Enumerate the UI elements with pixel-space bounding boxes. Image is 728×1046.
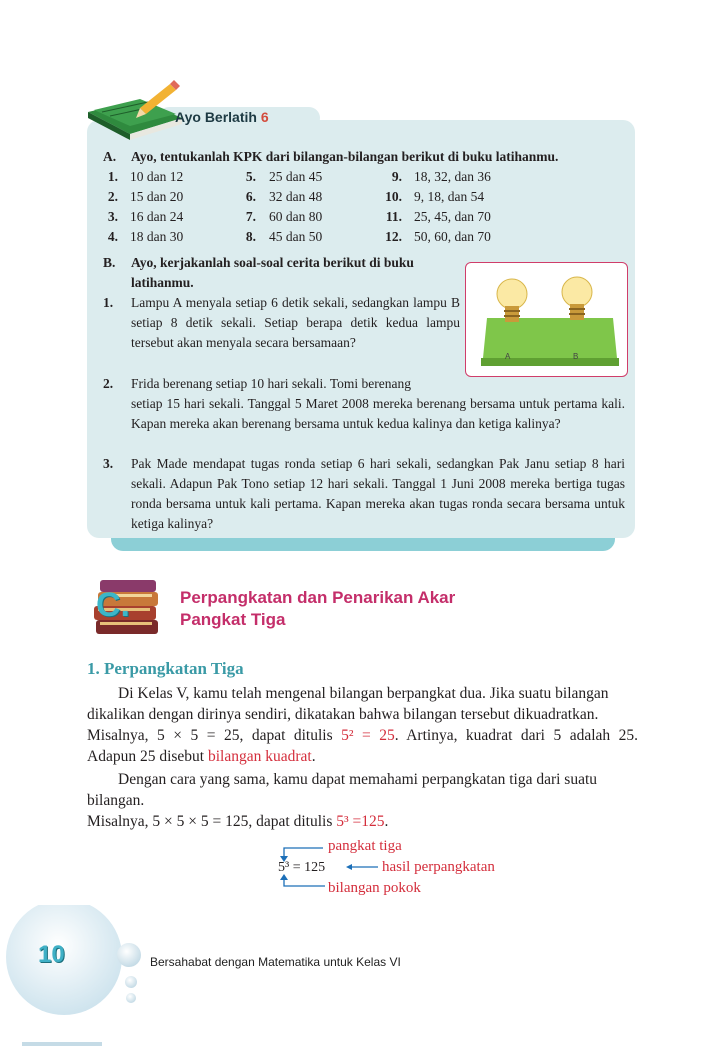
part-a-item-text: 25 dan 45 — [269, 169, 323, 184]
part-a-item-number: 4. — [107, 229, 118, 244]
question-3-text: Pak Made mendapat tugas ronda setiap 6 hari sekali, sedangkan Pak Janu setiap 8 hari sekali. Adapun Pak Tono setiap 12 hari sekali. Tanggal 1 Juni 2008 mereka bertiga tugas ronda bersama untuk kali pertama. Kapan mereka akan tugas ronda secara bersama untuk ketiga kalinya? — [131, 456, 625, 531]
paragraph-1-line4: Adapun 25 disebut bilangan kuadrat. — [87, 748, 316, 765]
page-number: 10 — [38, 941, 65, 968]
section-letter: C. — [96, 586, 130, 624]
part-a-item-number: 3. — [107, 209, 118, 224]
part-a-item-text: 10 dan 12 — [130, 169, 184, 184]
part-a-item-text: 18, 32, dan 36 — [414, 169, 491, 184]
part-a-item-text: 45 dan 50 — [269, 229, 323, 244]
part-a-item-number: 10. — [385, 189, 402, 204]
label-hasil-perpangkatan: hasil perpangkatan — [382, 859, 495, 875]
part-a-item-text: 50, 60, dan 70 — [414, 229, 491, 244]
label-bilangan-pokok: bilangan pokok — [328, 880, 421, 896]
question-1-number: 1. — [103, 295, 114, 310]
part-a-item-number: 8. — [245, 229, 256, 244]
question-2-text: setiap 15 hari sekali. Tanggal 5 Maret 2008 mereka berenang bersama untuk pertama kali. Kapan mereka akan berenang bersama untuk kedua kalinya dan ketiga kalinya? — [131, 396, 625, 431]
part-a-item-number: 12. — [385, 229, 402, 244]
question-2-number: 2. — [103, 376, 114, 391]
label-pangkat-tiga: pangkat tiga — [328, 838, 402, 854]
part-a-item-text: 16 dan 24 — [130, 209, 184, 224]
paragraph-1-line2: dikalikan dengan dirinya sendiri, dikatakan bahwa bilangan tersebut dikuadratkan. — [87, 706, 599, 723]
part-a-item-text: 9, 18, dan 54 — [414, 189, 485, 204]
part-a-item-number: 5. — [245, 169, 256, 184]
part-a-item-number: 11. — [385, 209, 402, 224]
part-a-item-text: 32 dan 48 — [269, 189, 323, 204]
lamp-a-label: A — [505, 352, 511, 361]
section-title: Perpangkatan dan Penarikan Akar Pangkat Tiga — [180, 588, 456, 629]
part-a-item-number: 6. — [245, 189, 256, 204]
part-a-item-text: 15 dan 20 — [130, 189, 184, 204]
exercise-number: 6 — [260, 109, 269, 125]
question-2-line1: Frida berenang setiap 10 hari sekali. Tomi berenang — [131, 376, 411, 391]
light-bulbs-icon — [467, 264, 625, 374]
question-3-number: 3. — [103, 456, 114, 471]
paragraph-1-line3: Misalnya, 5 × 5 = 25, dapat ditulis 5² = 25. Artinya, kuadrat dari 5 adalah 25. — [87, 727, 639, 744]
paragraph-2-line2: bilangan. — [87, 792, 145, 809]
book-title: Bersahabat dengan Matematika untuk Kelas VI — [150, 955, 401, 969]
part-a-item-text: 25, 45, dan 70 — [414, 209, 491, 224]
question-1-text: Lampu A menyala setiap 6 detik sekali, sedangkan lampu B setiap 8 detik sekali. Setiap berapa detik kedua lampu tersebut akan menyala secara bersamaan? — [131, 295, 460, 350]
part-a-item-number: 2. — [107, 189, 118, 204]
part-a-instruction: Ayo, tentukanlah KPK dari bilangan-bilangan berikut di buku latihanmu. — [131, 149, 559, 164]
paragraph-2-line1: Dengan cara yang sama, kamu dapat memahami perpangkatan tiga dari suatu — [118, 771, 598, 788]
part-b-instruction-line1: Ayo, kerjakanlah soal-soal cerita berikut di buku — [131, 255, 414, 270]
part-a-item-number: 1. — [107, 169, 118, 184]
lamp-b-label: B — [573, 352, 579, 361]
part-a-item-text: 60 dan 80 — [269, 209, 323, 224]
exercise-title: Ayo Berlatih 6 — [175, 109, 269, 125]
part-a-item-text: 18 dan 30 — [130, 229, 184, 244]
exponent-expression: 5³ = 125 — [278, 860, 326, 875]
part-b-instruction-line2: latihanmu. — [131, 275, 194, 290]
part-a-item-number: 9. — [391, 169, 402, 184]
part-b-label: B. — [103, 255, 116, 270]
paragraph-1-line1: Di Kelas V, kamu telah mengenal bilangan berpangkat dua. Jika suatu bilangan — [118, 685, 609, 702]
paragraph-2-line3: Misalnya, 5 × 5 × 5 = 125, dapat ditulis 5³ =125. — [87, 813, 389, 830]
part-a-label: A. — [103, 149, 117, 164]
footer-decoration — [0, 905, 150, 1046]
part-a-item-number: 7. — [245, 209, 256, 224]
subsection-title: 1. Perpangkatan Tiga — [87, 659, 244, 678]
